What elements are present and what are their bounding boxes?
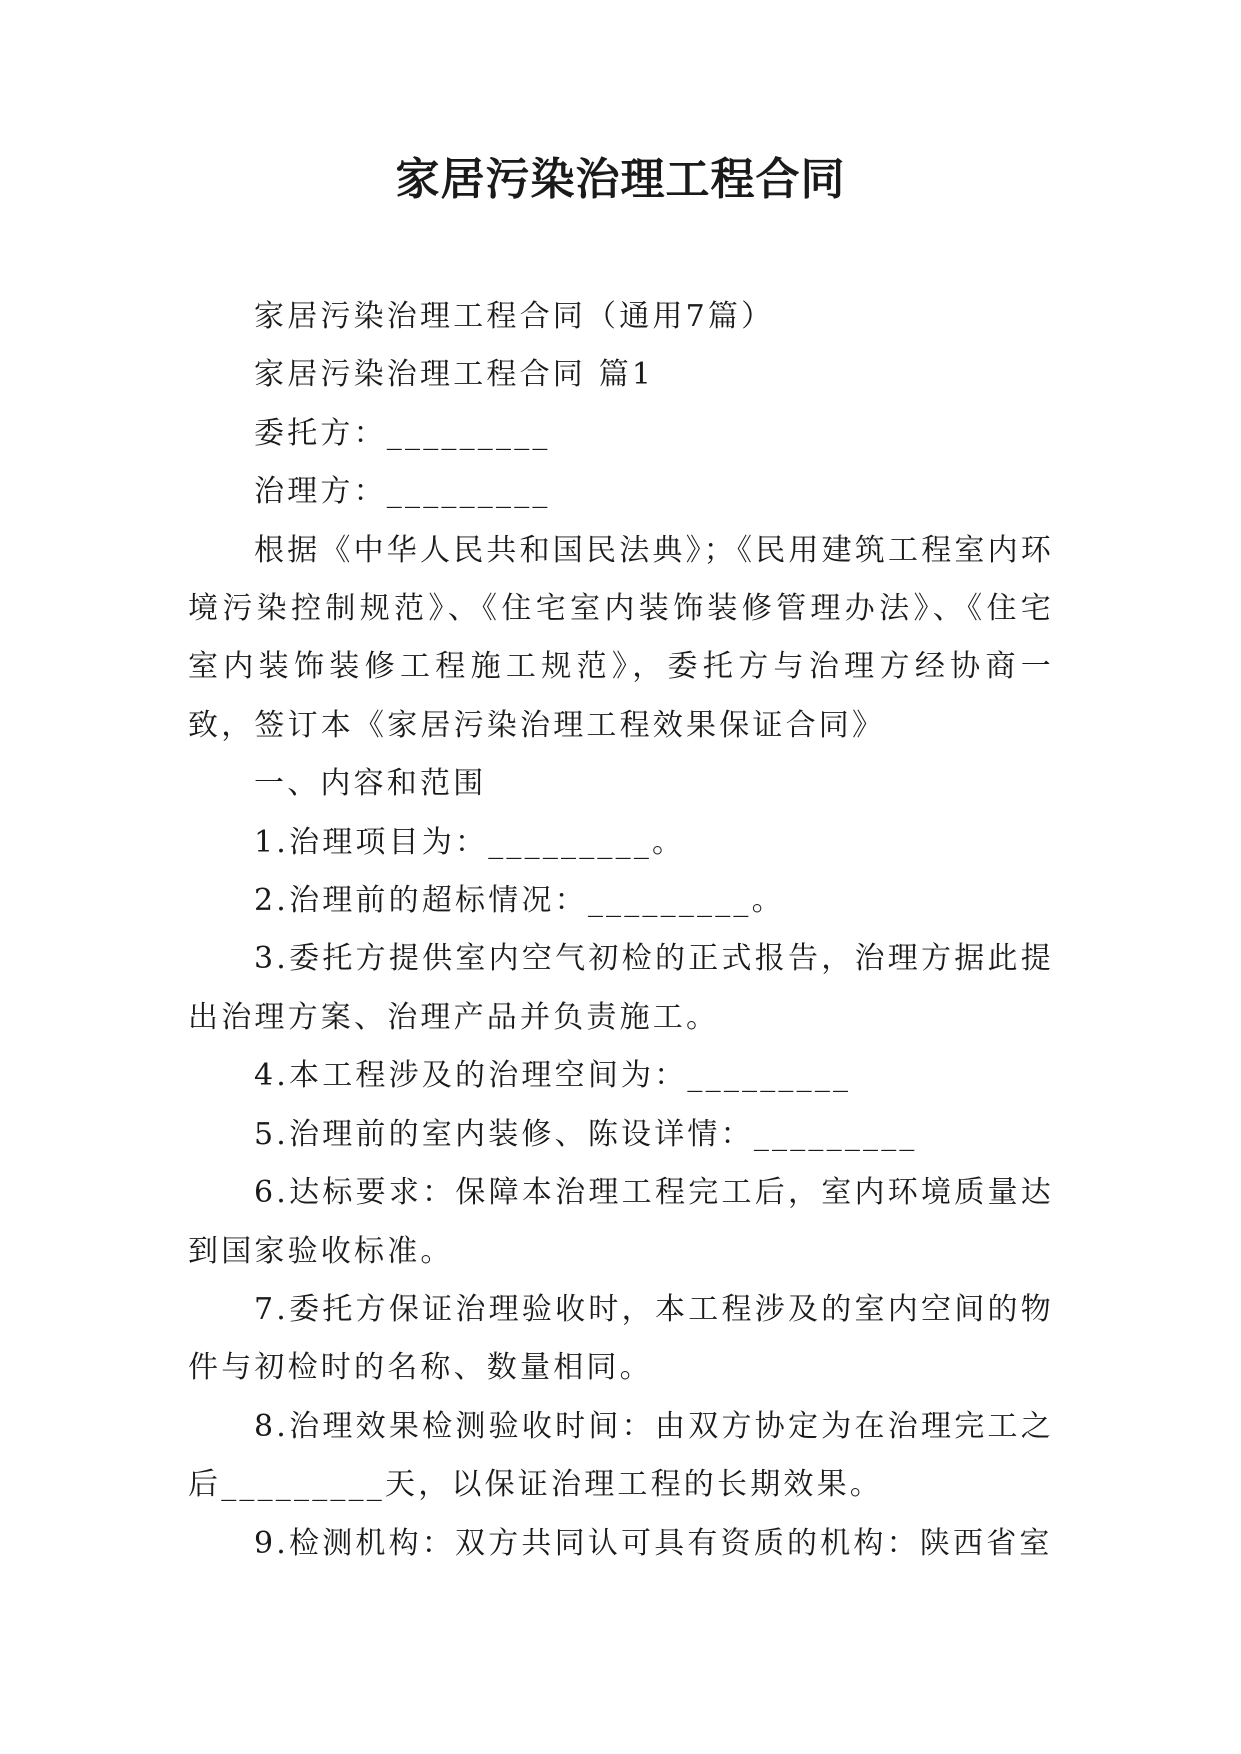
paragraph-clause-6: 6.达标要求：保障本治理工程完工后，室内环境质量达到国家验收标准。: [188, 1175, 1054, 1269]
paragraph-clause-3: 3.委托方提供室内空气初检的正式报告，治理方据此提出治理方案、治理产品并负责施工。: [188, 941, 1054, 1035]
paragraph-clause-2: 2.治理前的超标情况：_________。: [254, 883, 785, 919]
document-title: 家居污染治理工程合同: [395, 154, 846, 205]
paragraph-scope-heading: 一、内容和范围: [254, 766, 487, 802]
paragraph-collection-title: 家居污染治理工程合同（通用7篇）: [254, 299, 775, 334]
paragraph-contractor: 治理方：_________: [254, 474, 551, 510]
paragraph-clause-5: 5.治理前的室内装修、陈设详情：_________: [254, 1116, 918, 1152]
paragraph-clause-7: 7.委托方保证治理验收时，本工程涉及的室内空间的物件与初检时的名称、数量相同。: [188, 1291, 1054, 1386]
paragraph-clause-1: 1.治理项目为：_________。: [254, 824, 686, 860]
paragraph-client: 委托方：_________: [254, 415, 551, 451]
paragraph-clause-4: 4.本工程涉及的治理空间为：_________: [254, 1058, 852, 1094]
paragraph-clause-8: 8.治理效果检测验收时间：由双方协定为在治理完工之后_________天，以保证治理工程的长期效果。: [188, 1408, 1054, 1503]
document-body: [188, 288, 1054, 1573]
paragraph-section-heading: 家居污染治理工程合同 篇1: [254, 357, 655, 393]
paragraph-clause-9: 9.检测机构：双方共同认可具有资质的机构：陕西省室: [254, 1525, 1053, 1561]
paragraph-legal-basis: 根据《中华人民共和国民法典》；《民用建筑工程室内环境污染控制规范》、《住宅室内装饰装修管理办法》、《住宅室内装饰装修工程施工规范》，委托方与治理方经协商一致，签订本《家居污染治理工程效果保证合同》: [188, 532, 1054, 743]
